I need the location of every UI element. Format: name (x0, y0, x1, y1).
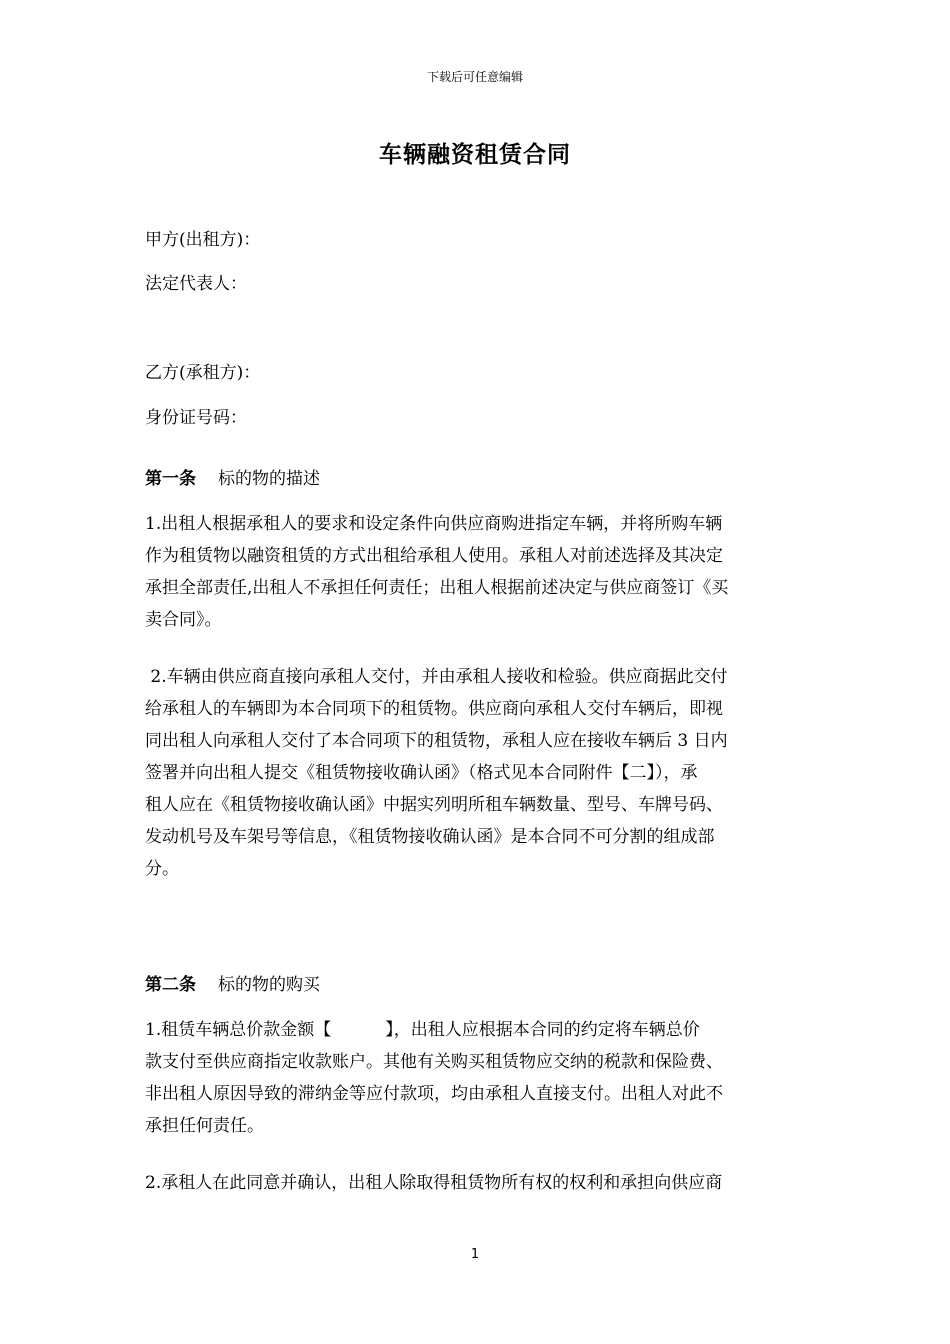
article-1-heading (145, 464, 320, 489)
paragraph-line: 2.车辆由供应商直接向承租人交付，并由承租人接收和检验。供应商据此交付 (145, 667, 728, 687)
article-2-paragraph-1 (145, 1014, 807, 1142)
party-a-label: 甲方(出租方)： (145, 230, 261, 250)
article-1-paragraph-2 (145, 661, 807, 885)
paragraph-line: 非出租人原因导致的滞纳金等应付款项，均由承租人直接支付。出租人对此不 (145, 1084, 723, 1104)
article-1-paragraph-1 (145, 508, 807, 636)
paragraph-line: 1.出租人根据承租人的要求和设定条件向供应商购进指定车辆，并将所购车辆 (145, 514, 723, 534)
paragraph-line: 签署并向出租人提交《租赁物接收确认函》（格式见本合同附件【二】），承 (145, 763, 698, 783)
paragraph-line: 卖合同》。 (145, 610, 222, 630)
paragraph-line: 租人应在《租赁物接收确认函》中据实列明所租车辆数量、型号、车牌号码、 (145, 795, 723, 815)
paragraph-line: 1.租赁车辆总价款金额【 】，出租人应根据本合同的约定将车辆总价 (145, 1020, 700, 1040)
paragraph-line: 同出租人向承租人交付了本合同项下的租赁物，承租人应在接收车辆后 3 日内 (145, 731, 728, 751)
article-2-heading (145, 970, 320, 995)
paragraph-line: 作为租赁物以融资租赁的方式出租给承租人使用。承租人对前述选择及其决定 (145, 546, 723, 566)
header-note: 下载后可任意编辑 (426, 70, 523, 84)
legal-rep-label: 法定代表人： (145, 274, 247, 294)
article-2-paragraph-2 (145, 1167, 807, 1199)
paragraph-line: 款支付至供应商指定收款账户。其他有关购买租赁物应交纳的税款和保险费、 (145, 1052, 723, 1072)
paragraph-line: 承担任何责任。 (145, 1116, 264, 1136)
article-2-number: 第二条 (145, 975, 196, 995)
paragraph-line: 2.承租人在此同意并确认，出租人除取得租赁物所有权的权利和承担向供应商 (145, 1173, 723, 1193)
paragraph-line: 给承租人的车辆即为本合同项下的租赁物。供应商向承租人交付车辆后，即视 (145, 699, 723, 719)
paragraph-line: 分。 (145, 859, 179, 879)
document-title: 车辆融资租赁合同 (379, 142, 571, 168)
page-number: 1 (470, 1247, 480, 1262)
paragraph-line: 承担全部责任,出租人不承担任何责任；出租人根据前述决定与供应商签订《买 (145, 578, 729, 598)
article-1-name: 标的物的描述 (218, 469, 320, 489)
party-b-label: 乙方(承租方)： (145, 363, 261, 383)
id-number-label: 身份证号码： (145, 408, 247, 428)
paragraph-line: 发动机号及车架号等信息，《租赁物接收确认函》是本合同不可分割的组成部 (145, 827, 715, 847)
article-2-name: 标的物的购买 (218, 975, 320, 995)
article-1-number: 第一条 (145, 469, 196, 489)
